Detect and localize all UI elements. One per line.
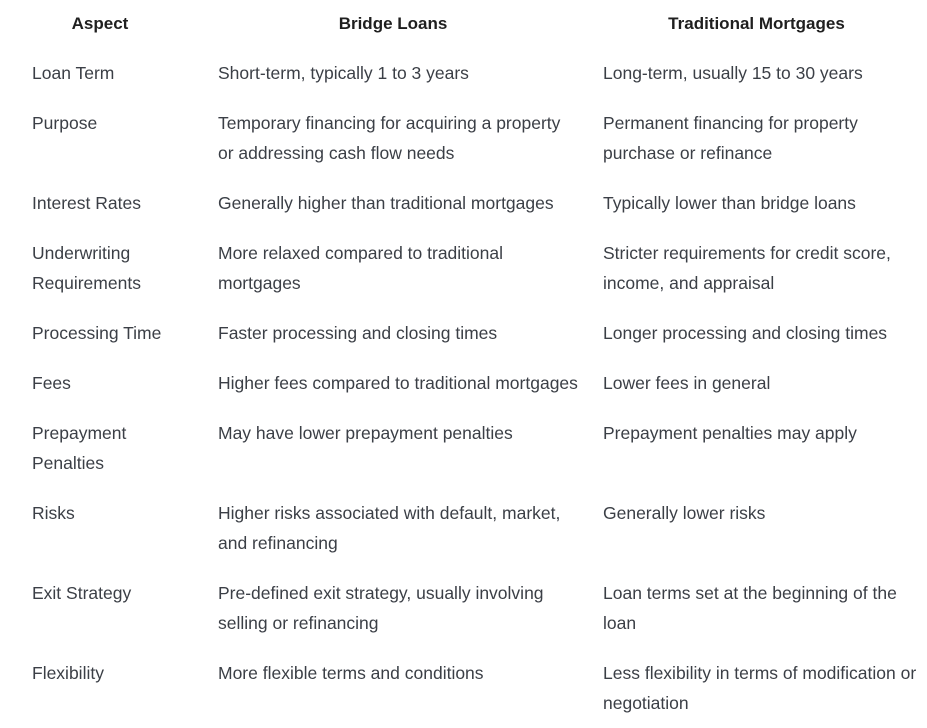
traditional-mortgages-cell: Long-term, usually 15 to 30 years — [603, 63, 863, 83]
table-row — [0, 188, 927, 238]
table-header — [0, 0, 927, 47]
header-bridge-loans: Bridge Loans — [338, 13, 448, 33]
traditional-mortgages-cell: Prepayment penalties may apply — [603, 423, 857, 443]
aspect-cell: Interest Rates — [32, 193, 141, 213]
table-row — [0, 108, 927, 188]
traditional-mortgages-cell: Loan terms set at the beginning of the loan — [603, 583, 897, 633]
traditional-mortgages-cell: Stricter requirements for credit score, income, and appraisal — [603, 243, 891, 293]
traditional-mortgages-cell: Longer processing and closing times — [603, 323, 888, 343]
table-row — [0, 47, 927, 108]
bridge-loans-cell: More relaxed compared to traditional mortgages — [218, 243, 504, 293]
table-row — [0, 418, 927, 498]
aspect-cell: Fees — [32, 373, 71, 393]
table-row — [0, 658, 927, 728]
table-row — [0, 238, 927, 318]
table-row — [0, 368, 927, 418]
bridge-loans-cell: Generally higher than traditional mortgages — [218, 193, 554, 213]
aspect-cell: Purpose — [32, 113, 98, 133]
table-row — [0, 498, 927, 578]
aspect-cell: Loan Term — [32, 63, 115, 83]
aspect-cell: Prepayment Penalties — [32, 423, 127, 473]
header-row — [0, 0, 927, 47]
header-aspect: Aspect — [71, 13, 129, 33]
bridge-loans-cell: Temporary financing for acquiring a property or addressing cash flow needs — [218, 113, 561, 163]
traditional-mortgages-cell: Lower fees in general — [603, 373, 771, 393]
table-body — [0, 47, 927, 728]
bridge-loans-cell: Faster processing and closing times — [218, 323, 498, 343]
aspect-cell: Flexibility — [32, 663, 104, 683]
traditional-mortgages-cell: Typically lower than bridge loans — [603, 193, 856, 213]
bridge-loans-cell: Higher risks associated with default, market, and refinancing — [218, 503, 561, 553]
bridge-loans-cell: Pre-defined exit strategy, usually involving selling or refinancing — [218, 583, 544, 633]
header-traditional-mortgages: Traditional Mortgages — [668, 13, 845, 33]
table-row — [0, 318, 927, 368]
table-row — [0, 578, 927, 658]
traditional-mortgages-cell: Permanent financing for property purchase or refinance — [603, 113, 858, 163]
traditional-mortgages-cell: Generally lower risks — [603, 503, 766, 523]
aspect-cell: Risks — [32, 503, 75, 523]
bridge-loans-cell: May have lower prepayment penalties — [218, 423, 513, 443]
bridge-loans-cell: More flexible terms and conditions — [218, 663, 484, 683]
aspect-cell: Processing Time — [32, 323, 162, 343]
bridge-loans-cell: Short-term, typically 1 to 3 years — [218, 63, 469, 83]
aspect-cell: Exit Strategy — [32, 583, 132, 603]
traditional-mortgages-cell: Less flexibility in terms of modification or negotiation — [603, 663, 917, 713]
aspect-cell: Underwriting Requirements — [32, 243, 141, 293]
bridge-loans-cell: Higher fees compared to traditional mortgages — [218, 373, 578, 393]
